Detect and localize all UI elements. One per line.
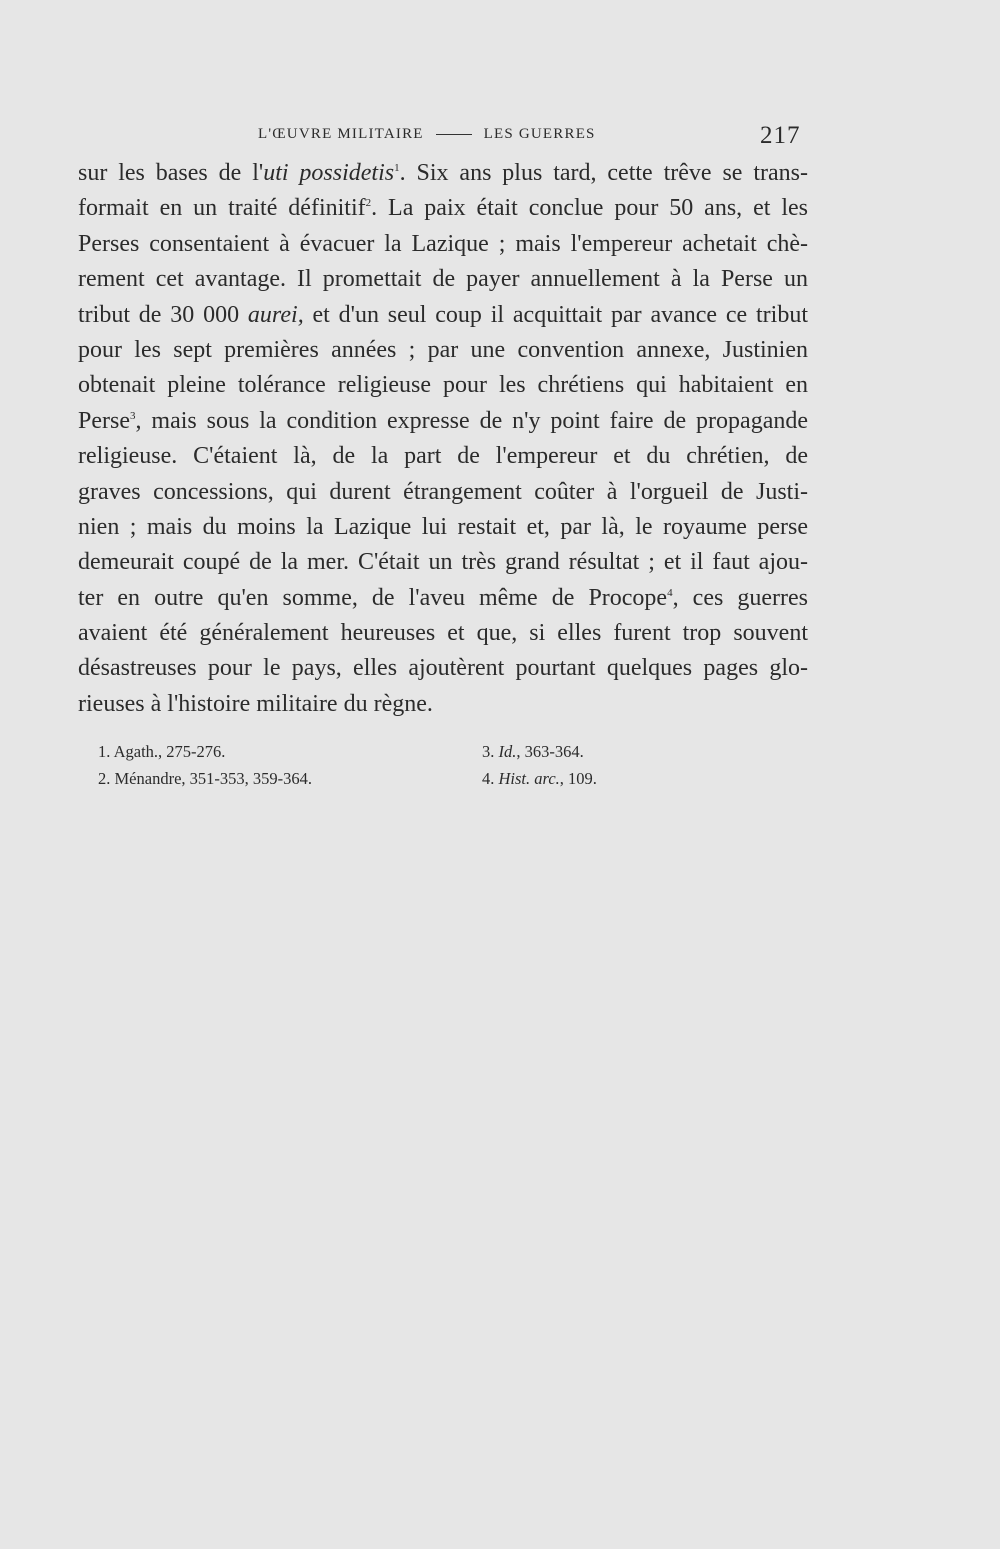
text-run: . La paix était conclue pour 50 ans, et les [371, 195, 809, 222]
italic-run: Id. [498, 742, 517, 761]
footnote-4 [482, 765, 597, 792]
text-line [78, 581, 808, 616]
text-run: et d'un seul coup il acquittait par avance ce tribut [303, 301, 808, 328]
text-run: . Six ans plus tard, cette trêve se trans- [399, 160, 808, 186]
text-line: avaient été généralement heureuses et que, si elles furent trop souvent [78, 620, 808, 647]
text-line: religieuse. C'étaient là, de la part de l'empereur et du chrétien, de [78, 443, 808, 470]
text-line: désastreuses pour le pays, elles ajoutèrent pourtant quelques pages glo- [78, 655, 808, 682]
text-run: ter en outre qu'en somme, de l'aveu même de Procope [78, 584, 668, 611]
page-number: 217 [760, 122, 801, 149]
text-line: demeurait coupé de la mer. C'était un très grand résultat ; et il faut ajou- [78, 549, 808, 576]
footnote-2: 2. Ménandre, 351-353, 359-364. [98, 769, 313, 788]
footnote-ref: 4 [667, 586, 673, 599]
text-run: Perse [78, 407, 130, 434]
footnote-row [98, 738, 698, 765]
text-run: , 363-364. [516, 742, 584, 761]
em-dash [436, 134, 472, 135]
footnote-3 [482, 738, 584, 765]
running-head-right: LES GUERRES [483, 126, 596, 142]
text-run: sur les bases de l' [78, 160, 264, 186]
footnote-number: 3. [482, 742, 499, 761]
text-line: nien ; mais du moins la Lazique lui restait et, par là, le royaume perse [78, 513, 808, 540]
text-run: , ces guerres [672, 584, 809, 611]
text-line: pour les sept premières années ; par une convention annexe, Justinien [78, 336, 808, 363]
footnote-ref: 1 [394, 162, 400, 174]
footnotes [98, 738, 698, 792]
text-line: rieuses à l'histoire militaire du règne. [78, 690, 433, 717]
text-run: formait en un traité définitif [78, 195, 366, 222]
italic-run: Hist. arc. [498, 769, 560, 788]
italic-run: uti possidetis [263, 160, 395, 186]
italic-run: aurei, [247, 301, 304, 328]
text-run: tribut de 30 000 [78, 301, 248, 328]
body-paragraph [78, 156, 808, 722]
text-line [78, 156, 808, 191]
text-line: Perses consentaient à évacuer la Lazique ; mais l'empereur achetait chè- [78, 230, 808, 257]
text-line: rement cet avantage. Il promettait de payer annuellement à la Perse un [78, 266, 808, 293]
footnote-ref: 2 [365, 197, 372, 210]
text-line: graves concessions, qui durent étrangement coûter à l'orgueil de Justi- [78, 478, 808, 505]
footnote-ref: 3 [129, 409, 136, 422]
text-line: obtenait pleine tolérance religieuse pour les chrétiens qui habitaient en [78, 372, 808, 399]
footnote-1: 1. Agath., 275-276. [98, 742, 226, 761]
text-run: , 109. [559, 769, 597, 788]
footnote-row [98, 765, 698, 792]
text-line [78, 191, 808, 226]
text-line [78, 298, 808, 333]
text-run: , mais sous la condition expresse de n'y point faire de propagande [135, 407, 808, 434]
running-head-left: L'ŒUVRE MILITAIRE [258, 126, 424, 142]
running-head [258, 126, 596, 143]
footnote-number: 4. [482, 769, 499, 788]
text-line [78, 404, 808, 439]
